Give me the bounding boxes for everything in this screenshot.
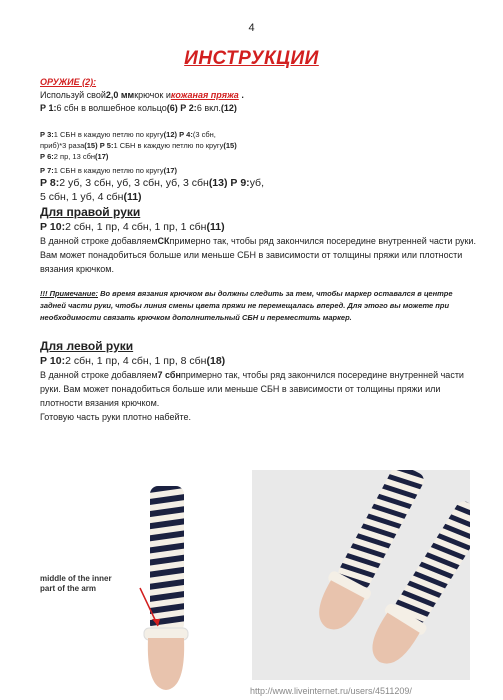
right-arm-heading: Для правой руки xyxy=(40,205,141,219)
row-count: (17) xyxy=(163,166,177,175)
yarn-type: кожаная пряжа xyxy=(170,90,239,100)
row-count: (15) xyxy=(223,141,237,150)
page-number: 4 xyxy=(248,22,255,34)
instructions-body xyxy=(40,76,480,424)
note-text: Во время вязания крючком вы должны следить за тем, чтобы маркер оставался в центре задней части руки, чтобы линия смены цвета пряжи не перемещалась вперед. Для этого вы можете при необходимости связать крючком дополнительный СБН и переместить маркер. xyxy=(40,289,453,322)
intro-line xyxy=(40,89,480,102)
row-label: Р 2: xyxy=(180,103,197,113)
row-label: Р 4: xyxy=(179,130,193,139)
row-text: 6 вкл. xyxy=(196,103,221,113)
footer-url: http://www.liveinternet.ru/users/4511209/ xyxy=(250,686,412,696)
row-7 xyxy=(40,165,480,176)
row-text: 1 СБН в каждую петлю по кругу xyxy=(53,130,164,139)
rows-8-9 xyxy=(40,176,270,204)
caption-line-1: middle of the inner xyxy=(40,574,112,583)
caption-line-2: part of the arm xyxy=(40,584,97,593)
left-arm-finish: Готовую часть руки плотно набейте. xyxy=(40,412,192,422)
intro-text: Используй свой xyxy=(40,90,106,100)
note-label: !!! Примечание: xyxy=(40,289,98,298)
intro-text-2: крючок и xyxy=(134,90,171,100)
desc-text: В данной строке добавляем xyxy=(40,370,158,380)
row-text: 2 сбн, 1 пр, 4 сбн, 1 пр, 1 сбн xyxy=(65,221,207,233)
rows-3-7 xyxy=(40,129,240,162)
arm-photo-right xyxy=(252,470,470,680)
left-arm-desc xyxy=(40,368,480,410)
row-text: 1 СБН в каждую петлю по кругу xyxy=(53,166,164,175)
section-weapon: ОРУЖИЕ (2): xyxy=(40,77,97,87)
row-count: (15) xyxy=(84,141,98,150)
page-title: ИНСТРУКЦИИ xyxy=(184,48,319,69)
photo-caption xyxy=(40,574,112,594)
row-label: Р 6: xyxy=(40,152,54,161)
left-arm-row xyxy=(40,354,480,368)
desc-bold: СК xyxy=(157,236,170,246)
row-label: Р 1: xyxy=(40,103,57,113)
note-paragraph xyxy=(40,288,480,324)
right-arm-row xyxy=(40,220,480,234)
desc-text-2: примерно так, чтобы ряд закончился посередине внутренней части руки. Вам может понадобиться больше или меньше СБН в зависимости от толщины пряжи или плотности вязания крючком. xyxy=(40,370,464,408)
row-label: Р 7: xyxy=(40,166,54,175)
desc-text-2: примерно так, чтобы ряд закончился посередине внутренней части руки. Вам может понадобиться больше или меньше СБН в зависимости от толщины пряжи или плотности вязания крючком. xyxy=(40,236,476,274)
row-text: 2 сбн, 1 пр, 4 сбн, 1 пр, 8 сбн xyxy=(65,355,207,367)
row-text: 1 СБН в каждую петлю по кругу xyxy=(113,141,224,150)
row-label: Р 8: xyxy=(40,177,60,189)
row-count: (18) xyxy=(206,355,226,367)
desc-text: В данной строке добавляем xyxy=(40,236,158,246)
row-text: 6 сбн в волшебное кольцо xyxy=(56,103,167,113)
arm-photo-left xyxy=(40,478,240,692)
intro-end: . xyxy=(238,90,244,100)
row-count: (6) xyxy=(166,103,178,113)
row-count: (11) xyxy=(206,221,225,233)
row-label: Р 3: xyxy=(40,130,54,139)
right-arm-desc xyxy=(40,234,480,276)
row-label: Р 10: xyxy=(40,221,66,233)
row-label: Р 9: xyxy=(230,177,250,189)
row-1-2 xyxy=(40,102,480,115)
row-text: 2 пр, 13 сбн xyxy=(53,152,96,161)
arms-pair-illustration xyxy=(252,470,470,680)
row-text: 2 уб, 3 сбн, уб, 3 сбн, уб, 3 сбн xyxy=(59,177,209,189)
row-count: (12) xyxy=(163,130,177,139)
left-arm-heading: Для левой руки xyxy=(40,339,134,353)
hook-size: 2,0 мм xyxy=(105,90,135,100)
row-count: (13) xyxy=(208,177,228,189)
row-text: (3 сбн, приб)*3 раза xyxy=(40,130,216,150)
row-label: Р 5: xyxy=(99,141,114,150)
row-text: уб, 5 сбн, 1 уб, 4 сбн xyxy=(40,177,264,203)
row-count: (17) xyxy=(95,152,109,161)
desc-bold: 7 сбн xyxy=(157,370,181,380)
row-label: Р 10: xyxy=(40,355,66,367)
row-count: (11) xyxy=(123,191,142,203)
row-count: (12) xyxy=(220,103,237,113)
